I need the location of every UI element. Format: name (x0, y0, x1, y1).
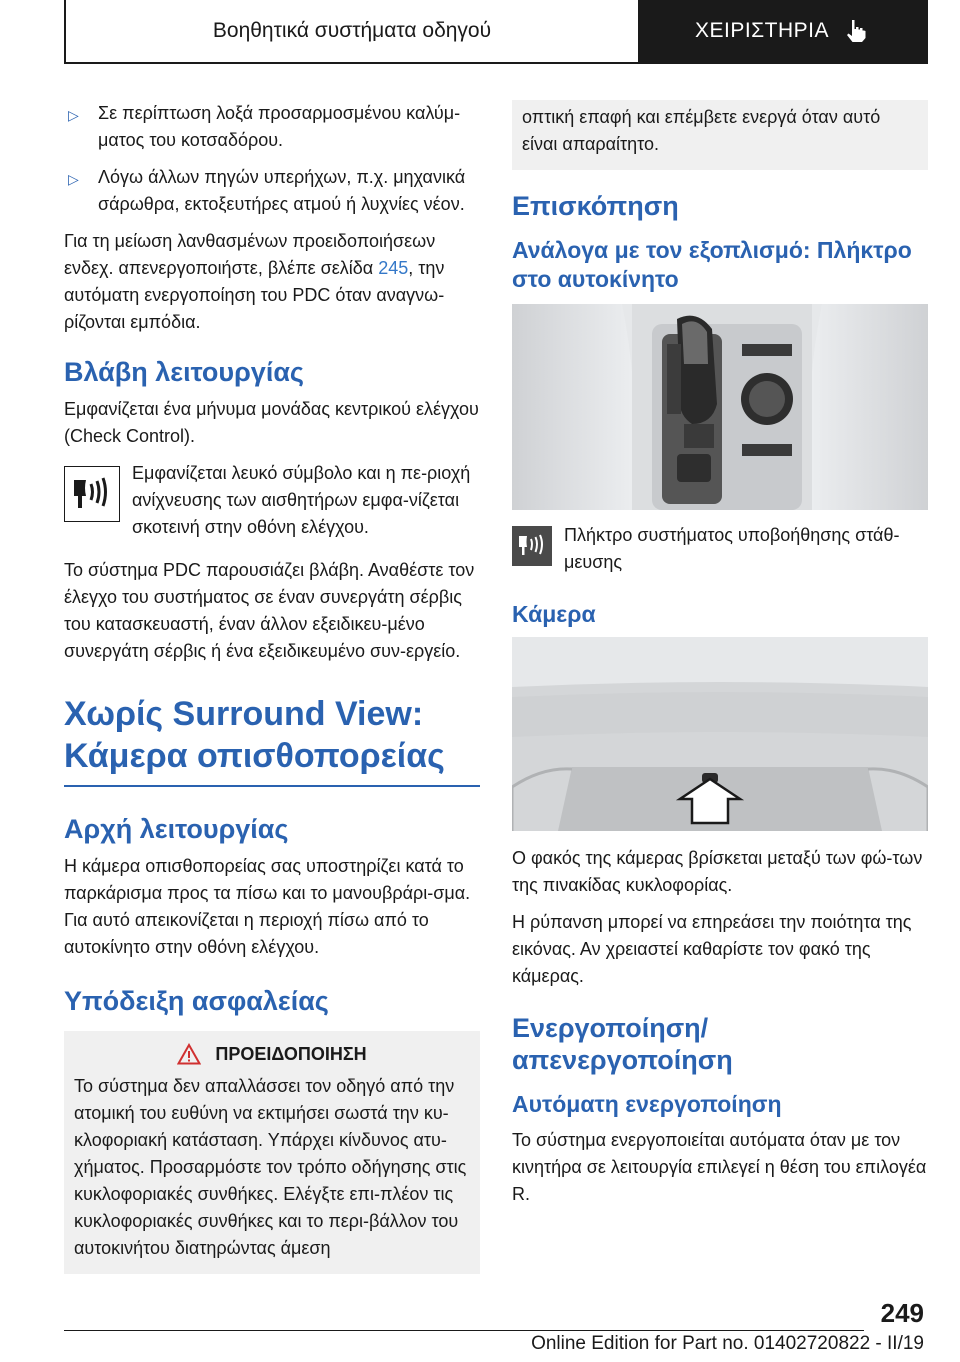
button-heading: Ανάλογα με τον εξοπλισμό: Πλήκτρο στο αυτοκίνητο (512, 237, 912, 292)
list-item: ▷ Λόγω άλλων πηγών υπερήχων, π.χ. μηχανικά σάρωθρα, εκτοξευτήρες ατμού ή λυχνίες νέον. (68, 167, 466, 214)
parking-assist-button-icon (512, 526, 552, 566)
right-column (512, 100, 928, 1218)
auto-activation-heading: Αυτόματη ενεργοποίηση (512, 1091, 782, 1117)
camera-dirt-paragraph: Η ρύπανση μπορεί να επηρεάσει την ποιότητα της εικόνας. Αν χρειαστεί καθαρίστε τον φακό της κάμερας. (512, 912, 912, 986)
fault-icon-paragraph: Εμφανίζεται λευκό σύμβολο και η πε-ριοχή ανίχνευσης των αισθητήρων εμφα-νίζεται σκοτεινή στην οθόνη ελέγχου. (64, 460, 480, 541)
triangle-bullet-icon: ▷ (68, 171, 79, 187)
page-reference-link[interactable]: 245 (378, 258, 409, 278)
camera-heading: Κάμερα (512, 601, 596, 627)
triangle-bullet-icon: ▷ (68, 107, 79, 123)
reduce-warnings-paragraph: Για τη μείωση λανθασμένων προειδοποιήσεων ενδεχ. απενεργοποιήστε, βλέπε σελίδα 245, την αυτόματη ενεργοποίηση του PDC όταν αναγνω-ρίζονται εμπόδια. (64, 231, 445, 332)
page-header (64, 0, 928, 64)
warning-title: ΠΡΟΕΙΔΟΠΟΙΗΣΗ (74, 1043, 470, 1065)
fault-heading: Βλάβη λειτουργίας (64, 357, 304, 387)
camera-lens-paragraph: Ο φακός της κάμερας βρίσκεται μεταξύ των φώ-των της πινακίδας κυκλοφορίας. (512, 848, 923, 895)
manual-section-label: ΧΕΙΡΙΣΤΗΡΙΑ (694, 19, 829, 42)
pdc-fault-symbol-icon (64, 466, 120, 522)
footer-edition: Online Edition for Part no. 01402720822 - II/19 (531, 1333, 924, 1354)
page-number: 249 (880, 1298, 924, 1328)
warning-box (64, 1031, 480, 1274)
rear-camera-chapter-heading: Χωρίς Surround View: Κάμερα οπισθοπορείας (64, 693, 480, 787)
list-item: ▷ Σε περίπτωση λοξά προσαρμοσμένου καλύμ-ματος του κοτσαδόρου. (68, 103, 461, 150)
center-console-photo (512, 304, 928, 510)
rear-camera-location-photo (512, 637, 928, 831)
safety-heading: Υπόδειξη ασφαλείας (64, 986, 329, 1016)
auto-activation-paragraph: Το σύστημα ενεργοποιείται αυτόματα όταν με τον κινητήρα σε λειτουργία επιλεγεί η θέση του επιλογέα R. (512, 1130, 927, 1204)
activation-heading: Ενεργοποίηση/απενεργοποίηση (512, 1013, 733, 1075)
principle-paragraph: Η κάμερα οπισθοπορείας σας υποστηρίζει κατά το παρκάρισμα προς τα πίσω και το μανουβράρι-σμα. Για αυτό απεικονίζεται η περιοχή πίσω από το αυτοκίνητο στην οθόνη ελέγχου. (64, 856, 471, 957)
left-column (64, 100, 480, 1274)
warning-box-continued: οπτική επαφή και επέμβετε ενεργά όταν αυτό είναι απαραίτητο. (512, 100, 928, 170)
button-caption-paragraph: Πλήκτρο συστήματος υποβοήθησης στάθ-μευσης (512, 522, 928, 576)
warning-text: Το σύστημα δεν απαλλάσσει τον οδηγό από την ατομική του ευθύνη να εκτιμήσει σωστά την κυ-κλοφοριακή κατάσταση. Υπάρχει κίνδυνος ατυ-χήματος. Προσαρμόστε τον τρόπο οδήγησης στις κυκλοφοριακές συνθήκες. Ελέγξτε επι-πλέον τις κυκλοφοριακές συνθήκες και το περι-βάλλον του αυτοκινήτου διατηρώντας άμεση (74, 1076, 467, 1258)
principle-heading: Αρχή λειτουργίας (64, 814, 289, 844)
warning-triangle-icon (177, 1043, 201, 1065)
fault-service-paragraph: Το σύστημα PDC παρουσιάζει βλάβη. Αναθέστε τον έλεγχο του συστήματος σε έναν συνεργάτη σέρβις του κατασκευαστή, έναν άλλον εξειδικευ-μένο συνεργάτη σέρβις ή ένα εξειδικευμένο συν-εργείο. (64, 560, 475, 661)
manual-section-tab[interactable] (638, 0, 926, 62)
footer-divider (64, 1330, 864, 1331)
hand-pointer-icon (843, 18, 869, 44)
section-title: Βοηθητικά συστήματα οδηγού (212, 19, 492, 42)
overview-heading: Επισκόπηση (512, 191, 679, 221)
fault-paragraph: Εμφανίζεται ένα μήνυμα μονάδας κεντρικού ελέγχου (Check Control). (64, 399, 479, 446)
